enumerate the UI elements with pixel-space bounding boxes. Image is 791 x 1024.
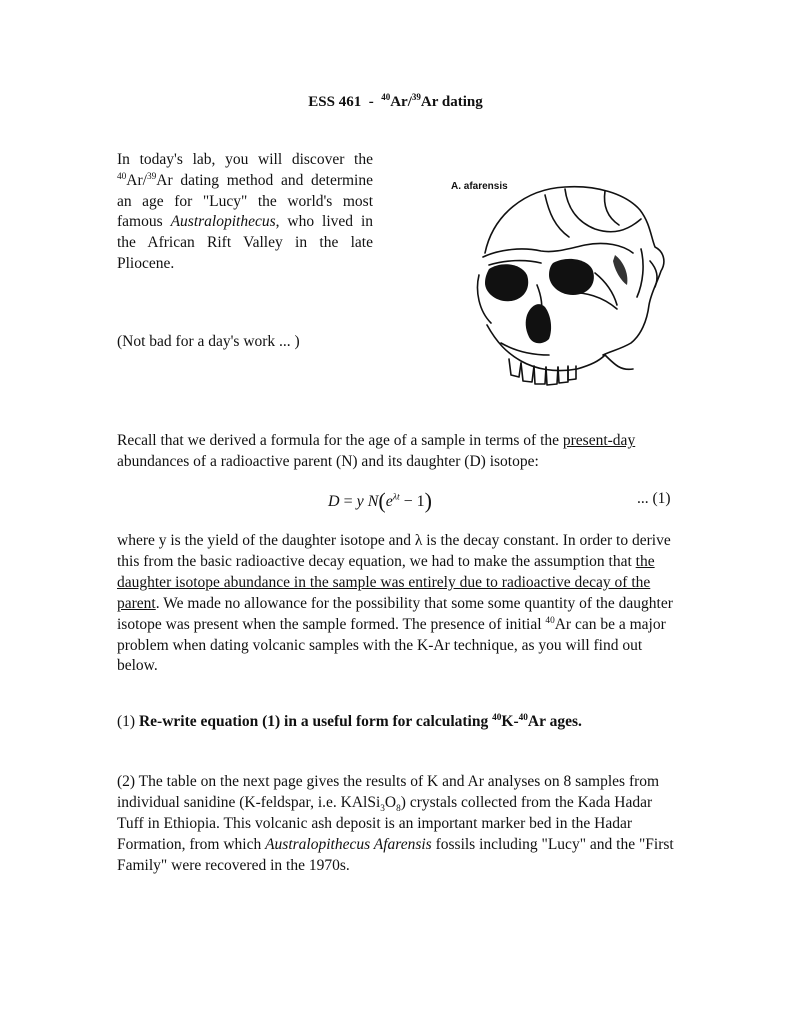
decay-equation: D = y $N(e^{\lambda t} - 1)$	[328, 488, 432, 513]
equation-number: ... (1)	[637, 490, 671, 507]
aside-remark: (Not bad for a day's work ... )	[117, 333, 300, 350]
figure-label: A. afarensis	[451, 181, 508, 192]
question-2: (2) The table on the next page gives the results of K and Ar analyses on 8 samples from individual sanidine (K-feldspar, i.e. $KAlSi_3O_8$) crystals collected from the Kada Hadar Tuff in Ethiopia. This volcanic ash deposit is an important marker bed in the Hadar Formation, from which Australopithecus Afarensis fossils including "Lucy" and the "First Family" were recovered in the 1970s.	[117, 773, 674, 874]
assumption-paragraph: where y is the yield of the daughter isotope and λ is the decay constant. In order to derive this from the basic radioactive decay equation, we had to make the assumption that the daughter isotope abundance in the sample was entirely due to radioactive decay of the parent. We made no allowance for the possibility that some some quantity of the daughter isotope was present when the sample formed. The presence of initial $^{40}$Ar can be a major problem when dating volcanic samples with the K-Ar technique, as you will find out below.	[117, 532, 673, 675]
intro-paragraph: In today's lab, you will discover the $^{40}$Ar/$^{39}$Ar dating method and determine an age for "Lucy" the world's most famous Australopithecus, who lived in the African Rift Valley in the late Pliocene.	[117, 151, 373, 272]
question-1: (1) Re-write equation (1) in a useful form for calculating $^{40}$K-$^{40}$Ar ages.	[117, 712, 582, 730]
page-title: ESS 461 - $^{40}$Ar/$^{39}$Ar dating	[308, 92, 483, 110]
hominid-skull-icon	[445, 165, 675, 400]
recall-paragraph: Recall that we derived a formula for the age of a sample in terms of the present-day abundances of a radioactive parent (N) and its daughter (D) isotope:	[117, 432, 636, 470]
